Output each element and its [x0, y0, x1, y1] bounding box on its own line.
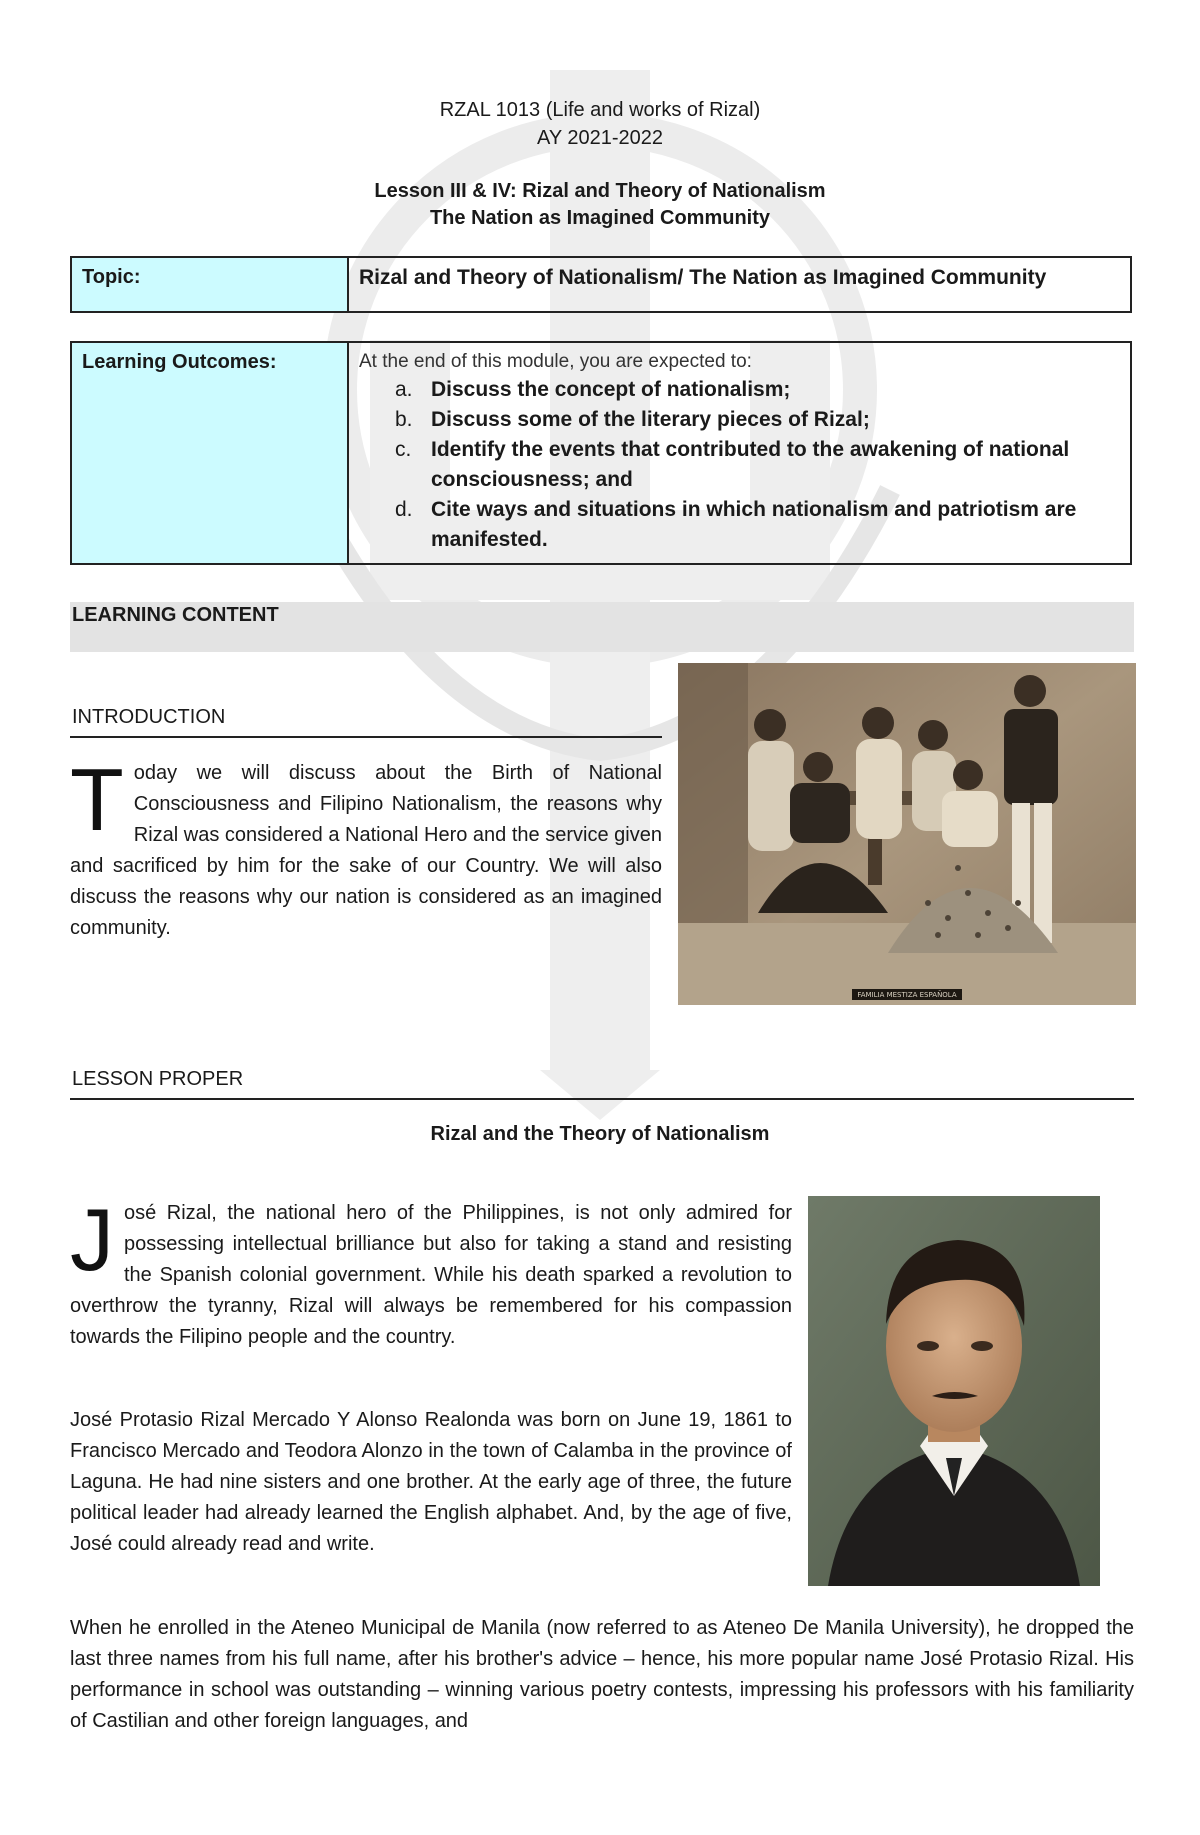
course-title: RZAL 1013 (Life and works of Rizal) [439, 99, 761, 121]
rizal-paragraph-1 [70, 1190, 792, 1353]
introduction-dropcap: T [70, 750, 124, 849]
rizal-portrait [808, 1196, 1100, 1586]
learning-outcomes-list [359, 375, 1120, 555]
introduction-heading: INTRODUCTION [72, 706, 226, 728]
outcome-marker: a. [395, 378, 413, 401]
photo-caption: FAMILIA MESTIZA ESPAÑOLA [857, 991, 957, 999]
family-photo [678, 663, 1136, 1005]
learning-content-title: LEARNING CONTENT [72, 604, 279, 626]
rizal-paragraph-1-text: osé Rizal, the national hero of the Philippines, is not only admired for possessing intellectual brilliance but also for taking a stand and resisting the Spanish colonial government. While his death sparked a revolution to overthrow the tyranny, Rizal will always be remembered for his compassion towards the Filipino people and the country. [70, 1202, 792, 1348]
rizal-portrait-image [808, 1196, 1100, 1586]
topic-table [70, 256, 1132, 313]
introduction-rule [70, 736, 662, 738]
outcome-item [359, 375, 1120, 405]
outcome-text: Identify the events that contributed to the awakening of national consciousness; and [431, 438, 1070, 491]
lesson-proper-rule [70, 1098, 1134, 1100]
learning-outcomes-body [348, 342, 1131, 564]
outcome-marker: b. [395, 408, 413, 431]
introduction-text: oday we will discuss about the Birth of National Consciousness and Filipino Nationalism, the reasons why Rizal was considered a National Hero and the service given and sacrificed by him for the sake of our Country. We will also discuss the reasons why our nation is considered as an imagined community. [70, 762, 662, 939]
rizal-paragraph-3: When he enrolled in the Ateneo Municipal de Manila (now referred to as Ateneo De Manila University), he dropped the last three names from his full name, after his brother's advice – hence, his more popular name José Protasio Rizal. His performance in school was outstanding – winning various poetry contests, impressing his professors with his familiarity of Castilian and other foreign languages, and [70, 1617, 1134, 1732]
introduction-paragraph [70, 750, 662, 944]
outcome-item [359, 405, 1120, 435]
rizal-paragraph-2: José Protasio Rizal Mercado Y Alonso Realonda was born on June 19, 1861 to Francisco Mercado and Teodora Alonzo in the town of Calamba in the province of Laguna. He had nine sisters and one brother. At the early age of three, the future political leader had already learned the English alphabet. And, by the age of five, José could already read and write. [70, 1409, 792, 1555]
lesson-title-line1: Lesson III & IV: Rizal and Theory of Nationalism [374, 180, 826, 202]
family-photo-image [678, 663, 1136, 1005]
lesson-subheading: Rizal and the Theory of Nationalism [430, 1123, 770, 1145]
topic-value: Rizal and Theory of Nationalism/ The Nation as Imagined Community [348, 257, 1131, 312]
lesson-proper-heading: LESSON PROPER [72, 1068, 244, 1090]
learning-outcomes-label: Learning Outcomes: [71, 342, 348, 564]
lesson-title-line2: The Nation as Imagined Community [429, 207, 771, 229]
outcome-marker: d. [395, 498, 413, 521]
outcome-text: Cite ways and situations in which nationalism and patriotism are manifested. [431, 498, 1077, 551]
learning-outcomes-table [70, 341, 1132, 565]
outcome-marker: c. [395, 438, 412, 461]
outcome-item [359, 435, 1120, 495]
outcome-text: Discuss the concept of nationalism; [431, 378, 791, 401]
rizal-dropcap: J [70, 1190, 114, 1289]
outcome-item [359, 495, 1120, 555]
academic-year: AY 2021-2022 [536, 127, 664, 149]
learning-outcomes-intro: At the end of this module, you are expected to: [359, 351, 752, 372]
topic-label: Topic: [71, 257, 348, 312]
outcome-text: Discuss some of the literary pieces of Rizal; [431, 408, 870, 431]
lesson-title [0, 178, 1200, 232]
course-header [0, 96, 1200, 152]
